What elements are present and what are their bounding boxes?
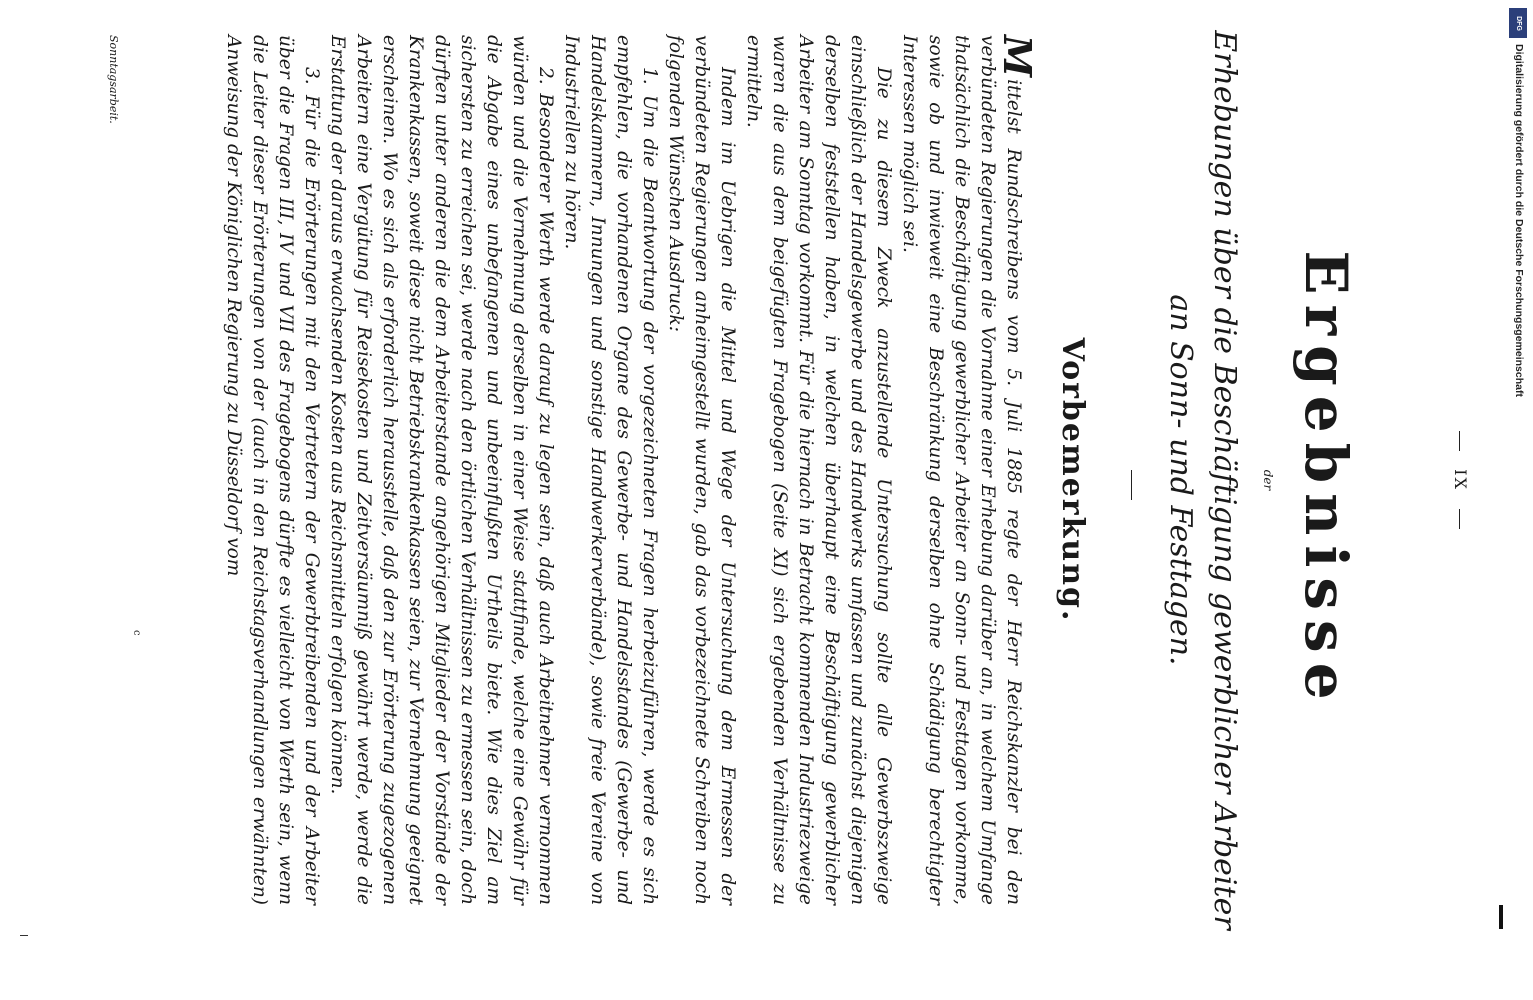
dfg-stamp-text-wrapper (1511, 44, 1527, 604)
title-article: der (1261, 469, 1275, 491)
paragraph-1 (896, 35, 1040, 905)
footer-signature: Sonntagsarbeit. (107, 35, 120, 124)
body-text (220, 35, 1040, 905)
dfg-stamp-text: Digitalisierung gefördert durch die Deutsche Forschungsgemeinschaft (1513, 44, 1525, 397)
subtitle-line-2: an Sonn- und Festtagen. (1163, 294, 1198, 666)
drop-cap: M (995, 35, 1040, 78)
document-title: Ergebnisse (1292, 250, 1360, 710)
page-number-dash-left (1459, 431, 1460, 451)
paragraph-3: Indem im Uebrigen die Mittel und Wege der Untersuchung dem Ermessen der verbündeten Regierungen anheimgestellt wurden, gab das vorbezeichnete Schreiben noch folgenden Wünschen Ausdruck: (665, 35, 738, 905)
paragraph-2: Die zu diesem Zweck anzustellende Untersuchung sollte alle Gewerbszweige einschließlich der Handelsgewerbe und des Handwerks umfassen und zunächst diejenigen derselben feststellen haben, in welchen überhaupt eine Beschäftigung gewerblicher Arbeiter am Sonntag vorkommt. Für die hiernach in Betracht kommenden Industriezweige waren die aus dem beigefügten Fragebogen (Seite XI) sich ergebenden Verhältnisse zu ermitteln. (743, 35, 894, 905)
scanned-page (10, 10, 1510, 950)
section-heading: Vorbemerkung. (1055, 337, 1090, 623)
footer-signature-mark: c (131, 630, 142, 636)
page-number (1451, 10, 1470, 950)
binding-shadow-mark (1499, 905, 1503, 929)
paragraph-1-text: ittelst Rundschreibens vom 5. Juli 1885 regte der Herr Reichskanzler bei den verbündeten Regierungen die Vornahme einer Erhebung darüber an, in welchem Umfange thatsächlich die Beschäftigung gewerblicher Arbeiter an Sonn- und Festtagen vorkomme, sowie ob und inwieweit eine Beschränkung derselben ohne Schädigung berechtigter Interessen möglich sei. (899, 35, 1024, 905)
paragraph-5: 2. Besonderer Werth werde darauf zu legen sein, daß auch Arbeitnehmer vernommen würden und die Vernehmung derselben in einer Weise stattfinde, welche eine Gewähr für die Abgabe eines unbefangenen und unbeeinflußten Urtheils biete. Wie dies Ziel am sichersten zu erreichen sei, werde nach den örtlichen Verhältnissen zu ermessen sein, doch dürften unter anderen die dem Arbeiterstande angehörigen Mitglieder der Vorstände der Krankenkassen, soweit diese nicht Betriebskrankenkassen seien, zur Vernehmung geeignet erscheinen. Wo es sich als erforderlich herausstelle, daß den zur Erörterung zugezogenen Arbeitern eine Vergütung für Reisekosten und Zeitversäumniß gewährt werde, werde die Erstattung der daraus erwachsenden Kosten aus Reichsmitteln erfolgen können. (327, 35, 556, 905)
paragraph-4: 1. Um die Beantwortung der vorgezeichneten Fragen herbeizuführen, werde es sich empfehlen, die vorhandenen Organe des Gewerbe- und Handelsstandes (Gewerbe- und Handelskammern, Innungen und sonstige Handwerkerverbände), sowie freie Vereine von Industriellen zu hören. (561, 35, 660, 905)
page-number-dash-right (1459, 509, 1460, 529)
margin-tick-mark (20, 935, 28, 936)
page-number-text: IX (1451, 469, 1470, 491)
paragraph-6: 3. Für die Erörterungen mit den Vertretern der Gewerbtreibenden und der Arbeiter über die Fragen III, IV und VII des Fragebogens dürfte es vielleicht von Werth sein, wenn die Leiter dieser Erörterungen von der (auch in den Reichstagsverhandlungen erwähnten) Anweisung der Königlichen Regierung zu Düsseldorf vom (223, 35, 322, 905)
dfg-logo-text: DFG (1514, 15, 1522, 31)
dfg-logo-icon (1509, 8, 1527, 38)
page-sheet (10, 10, 1510, 950)
dfg-funding-stamp (1507, 8, 1531, 998)
subtitle-line-1: Erhebungen über die Beschäftigung gewerblicher Arbeiter (1207, 30, 1242, 930)
title-divider-rule (1131, 470, 1132, 500)
